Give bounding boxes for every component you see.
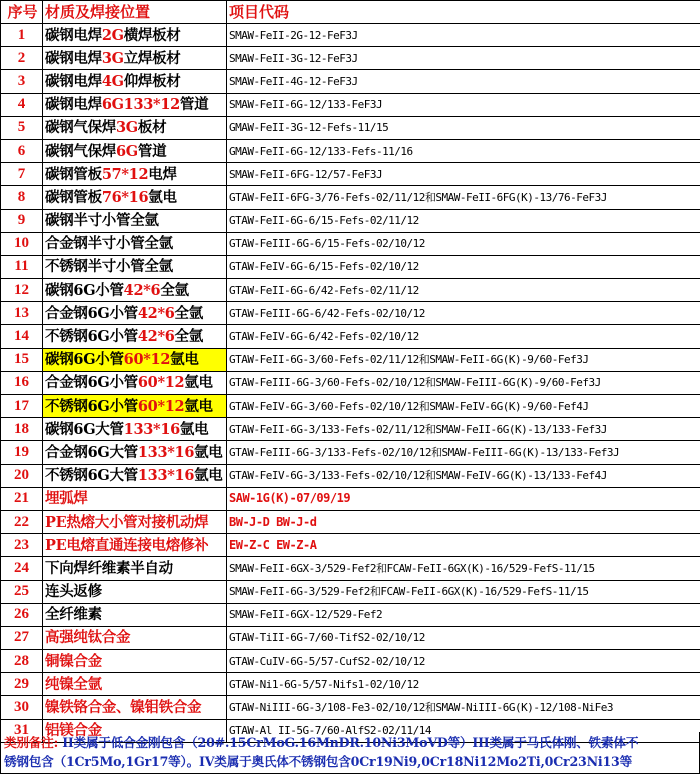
- table-row: [1, 371, 700, 394]
- material-position-cell: [43, 232, 227, 255]
- row-number: 30: [1, 696, 43, 719]
- material-text-segment: 横焊板材: [123, 26, 181, 44]
- material-text-segment: 氩电: [194, 443, 223, 461]
- material-text-segment: 42*6: [123, 281, 161, 299]
- material-position-cell: [43, 441, 227, 464]
- row-number: 27: [1, 626, 43, 649]
- material-position-cell: [43, 557, 227, 580]
- material-position-cell: [43, 302, 227, 325]
- project-code-cell: SMAW-FeII-6GX-12/529-Fef2: [227, 603, 700, 626]
- material-text-segment: 不锈钢6G小管: [45, 328, 138, 346]
- material-position-cell: [43, 371, 227, 394]
- row-number: 20: [1, 464, 43, 487]
- material-text-segment: 碳钢电焊: [45, 26, 102, 44]
- table-row: [1, 325, 700, 348]
- material-position-cell: [43, 650, 227, 673]
- material-text-segment: 管道: [137, 142, 167, 160]
- table-row: [1, 302, 700, 325]
- row-number: 1: [1, 24, 43, 47]
- material-text-segment: 碳钢管板: [45, 188, 102, 206]
- row-number: 25: [1, 580, 43, 603]
- material-text-segment: 高强纯钛合金: [45, 629, 131, 647]
- material-text-segment: 碳钢6G小管: [45, 281, 124, 299]
- row-number: 28: [1, 650, 43, 673]
- table-row: [1, 163, 700, 186]
- table-row: [1, 603, 700, 626]
- material-text-segment: 镍铁铬合金、镍钼铁合金: [45, 699, 202, 717]
- project-code-cell: GTAW-Ni1-6G-5/57-Nifs1-02/10/12: [227, 673, 700, 696]
- material-text-segment: 合金钢6G小管: [45, 374, 138, 392]
- project-code-cell: GTAW-FeII-6G-3/60-Fefs-02/11/12和SMAW-FeII-6G(K)-9/60-Fef3J: [227, 348, 700, 371]
- project-code-cell: GTAW-FeIV-6G-3/133-Fefs-02/10/12和SMAW-FeIV-6G(K)-13/133-Fef4J: [227, 464, 700, 487]
- material-text-segment: 立焊板材: [123, 49, 181, 67]
- row-number: 9: [1, 209, 43, 232]
- material-text-segment: 合金钢6G小管: [45, 304, 138, 322]
- table-row: [1, 47, 700, 70]
- material-text-segment: 不锈钢6G小管: [45, 397, 138, 415]
- row-number: 24: [1, 557, 43, 580]
- material-text-segment: 不锈钢半寸小管全氩: [45, 258, 173, 276]
- table-row: [1, 24, 700, 47]
- header-no: 序号: [1, 1, 43, 24]
- material-text-segment: 纯镍全氩: [45, 675, 102, 693]
- table-header-row: [1, 1, 700, 24]
- material-position-cell: [43, 163, 227, 186]
- row-number: 4: [1, 93, 43, 116]
- row-number: 15: [1, 348, 43, 371]
- material-text-segment: 6G: [116, 142, 138, 160]
- row-number: 14: [1, 325, 43, 348]
- row-number: 12: [1, 279, 43, 302]
- material-position-cell: [43, 24, 227, 47]
- header-code: 项目代码: [227, 1, 700, 24]
- material-position-cell: [43, 47, 227, 70]
- project-code-cell: GTAW-FeII-6FG-3/76-Fefs-02/11/12和SMAW-FeII-6FG(K)-13/76-FeF3J: [227, 186, 700, 209]
- row-number: 26: [1, 603, 43, 626]
- material-text-segment: 铝镁合金: [45, 722, 102, 740]
- material-text-segment: 氩电: [170, 351, 199, 369]
- project-code-cell: GMAW-FeII-6G-12/133-Fefs-11/16: [227, 139, 700, 162]
- table-row: [1, 534, 700, 557]
- material-text-segment: 氩电: [194, 467, 223, 485]
- material-position-cell: [43, 93, 227, 116]
- material-position-cell: [43, 279, 227, 302]
- material-text-segment: 全纤维素: [45, 606, 102, 624]
- row-number: 31: [1, 719, 43, 742]
- table-row: [1, 232, 700, 255]
- material-text-segment: 60*12: [137, 397, 185, 415]
- project-code-cell: GTAW-FeIV-6G-6/42-Fefs-02/10/12: [227, 325, 700, 348]
- material-text-segment: PE电熔直通连接电熔修补: [45, 536, 209, 554]
- row-number: 7: [1, 163, 43, 186]
- table-row: [1, 557, 700, 580]
- material-text-segment: 管道: [179, 96, 209, 114]
- row-number: 29: [1, 673, 43, 696]
- project-code-cell: SMAW-FeII-6FG-12/57-FeF3J: [227, 163, 700, 186]
- material-position-cell: [43, 116, 227, 139]
- material-text-segment: 氩电: [184, 397, 213, 415]
- project-code-cell: SMAW-FeII-2G-12-FeF3J: [227, 24, 700, 47]
- material-text-segment: 76*16: [101, 188, 149, 206]
- project-code-cell: GMAW-FeII-3G-12-Fefs-11/15: [227, 116, 700, 139]
- material-text-segment: 42*6: [137, 328, 175, 346]
- material-text-segment: 2G: [101, 26, 124, 44]
- project-code-cell: BW-J-D BW-J-d: [227, 510, 700, 533]
- table-row: [1, 580, 700, 603]
- material-position-cell: [43, 348, 227, 371]
- project-code-cell: GTAW-FeIV-6G-3/60-Fefs-02/10/12和SMAW-FeIV-6G(K)-9/60-Fef4J: [227, 395, 700, 418]
- material-text-segment: 氩电: [184, 374, 213, 392]
- material-text-segment: 铜镍合金: [45, 652, 102, 670]
- material-text-segment: 碳钢6G小管: [45, 351, 124, 369]
- material-text-segment: 碳钢气保焊: [45, 119, 116, 137]
- material-text-segment: 板材: [137, 119, 167, 137]
- row-number: 18: [1, 418, 43, 441]
- table-row: [1, 395, 700, 418]
- project-code-cell: GTAW-FeIV-6G-6/15-Fefs-02/10/12: [227, 255, 700, 278]
- table-row: [1, 348, 700, 371]
- table-row: [1, 487, 700, 510]
- material-position-cell: [43, 255, 227, 278]
- notes-label: 类别备注:: [4, 735, 59, 750]
- material-position-cell: [43, 325, 227, 348]
- project-code-cell: SAW-1G(K)-07/09/19: [227, 487, 700, 510]
- table-row: [1, 673, 700, 696]
- material-text-segment: 不锈钢6G大管: [45, 467, 138, 485]
- table-row: [1, 255, 700, 278]
- material-text-segment: 碳钢电焊: [45, 49, 102, 67]
- row-number: 2: [1, 47, 43, 70]
- project-code-cell: GTAW-FeIII-6G-3/60-Fefs-02/10/12和SMAW-FeIII-6G(K)-9/60-Fef3J: [227, 371, 700, 394]
- material-text-segment: 碳钢6G大管: [45, 420, 124, 438]
- material-text-segment: 仰焊板材: [123, 72, 181, 90]
- project-code-cell: SMAW-FeII-6G-12/133-FeF3J: [227, 93, 700, 116]
- material-text-segment: 碳钢电焊: [45, 96, 102, 114]
- material-text-segment: 氩电: [179, 420, 209, 438]
- row-number: 23: [1, 534, 43, 557]
- row-number: 17: [1, 395, 43, 418]
- material-text-segment: 133*16: [137, 443, 195, 461]
- material-text-segment: 3G: [101, 49, 124, 67]
- material-text-segment: 合金钢6G大管: [45, 443, 138, 461]
- row-number: 21: [1, 487, 43, 510]
- material-text-segment: 60*12: [137, 374, 185, 392]
- category-notes: [0, 732, 700, 774]
- table-row: [1, 650, 700, 673]
- row-number: 8: [1, 186, 43, 209]
- material-position-cell: [43, 70, 227, 93]
- material-position-cell: [43, 209, 227, 232]
- material-position-cell: [43, 534, 227, 557]
- material-text-segment: 6G133*12: [101, 96, 180, 114]
- row-number: 16: [1, 371, 43, 394]
- material-text-segment: 全氩: [174, 328, 203, 346]
- material-text-segment: 全氩: [160, 281, 189, 299]
- project-code-cell: GTAW-FeIII-6G-6/15-Fefs-02/10/12: [227, 232, 700, 255]
- material-text-segment: 下向焊纤维素半自动: [45, 559, 173, 577]
- project-code-cell: SMAW-FeII-6G-3/529-Fef2和FCAW-FeII-6GX(K)-16/529-FefS-11/15: [227, 580, 700, 603]
- row-number: 10: [1, 232, 43, 255]
- material-text-segment: 碳钢气保焊: [45, 142, 116, 160]
- row-number: 6: [1, 139, 43, 162]
- material-text-segment: 133*16: [137, 467, 195, 485]
- material-text-segment: 碳钢电焊: [45, 72, 102, 90]
- table-row: [1, 510, 700, 533]
- row-number: 13: [1, 302, 43, 325]
- material-text-segment: 全氩: [174, 304, 203, 322]
- table-row: [1, 441, 700, 464]
- project-code-cell: GTAW-FeIII-6G-6/42-Fefs-02/10/12: [227, 302, 700, 325]
- project-code-cell: GTAW-FeII-6G-6/42-Fefs-02/11/12: [227, 279, 700, 302]
- project-code-cell: SMAW-FeII-4G-12-FeF3J: [227, 70, 700, 93]
- project-code-cell: SMAW-FeII-3G-12-FeF3J: [227, 47, 700, 70]
- notes-line-2: 锈钢包含（1Cr5Mo,1Gr17等）。IV类属于奥氏体不锈钢包含0Cr19Ni9,0Cr18Ni12Mo2Ti,0Cr23Ni13等: [4, 754, 632, 769]
- project-code-cell: EW-Z-C EW-Z-A: [227, 534, 700, 557]
- material-text-segment: 氩电: [148, 188, 177, 206]
- table-row: [1, 464, 700, 487]
- material-text-segment: 合金钢半寸小管全氩: [45, 235, 173, 253]
- material-position-cell: [43, 696, 227, 719]
- material-text-segment: 42*6: [137, 304, 175, 322]
- table-row: [1, 696, 700, 719]
- material-text-segment: 60*12: [123, 351, 171, 369]
- material-position-cell: [43, 186, 227, 209]
- table-row: [1, 418, 700, 441]
- row-number: 19: [1, 441, 43, 464]
- table-row: [1, 279, 700, 302]
- table-row: [1, 626, 700, 649]
- material-position-cell: [43, 510, 227, 533]
- material-text-segment: 连头返修: [45, 583, 102, 601]
- material-position-cell: [43, 673, 227, 696]
- project-code-cell: GTAW-FeII-6G-6/15-Fefs-02/11/12: [227, 209, 700, 232]
- header-material: 材质及焊接位置: [43, 1, 227, 24]
- material-text-segment: 3G: [116, 119, 138, 137]
- row-number: 5: [1, 116, 43, 139]
- table-row: [1, 209, 700, 232]
- material-position-cell: [43, 139, 227, 162]
- table-row: [1, 93, 700, 116]
- table-row: [1, 70, 700, 93]
- material-position-cell: [43, 418, 227, 441]
- material-text-segment: 4G: [101, 72, 124, 90]
- material-position-cell: [43, 603, 227, 626]
- material-text-segment: 碳钢管板: [45, 165, 102, 183]
- material-position-cell: [43, 464, 227, 487]
- project-code-cell: GTAW-TiII-6G-7/60-TifS2-02/10/12: [227, 626, 700, 649]
- notes-line-1: II类属于低合金刚包含（20#.15CrMoG.16MnDR.10Ni3MoVD等）III类属于马氏体刚、铁素体不: [58, 735, 639, 750]
- material-text-segment: 埋弧焊: [45, 490, 88, 508]
- table-row: [1, 186, 700, 209]
- project-code-cell: GTAW-NiIII-6G-3/108-Fe3-02/10/12和SMAW-NiIII-6G(K)-12/108-NiFe3: [227, 696, 700, 719]
- material-text-segment: 133*16: [123, 420, 180, 438]
- material-text-segment: PE热熔大小管对接机动焊: [45, 513, 209, 531]
- project-code-cell: GTAW-CuIV-6G-5/57-CufS2-02/10/12: [227, 650, 700, 673]
- project-code-cell: GTAW-Al II-5G-7/60-AlfS2-02/11/14: [227, 719, 700, 742]
- material-text-segment: 57*12: [101, 165, 149, 183]
- material-position-cell: [43, 487, 227, 510]
- project-code-cell: SMAW-FeII-6GX-3/529-Fef2和FCAW-FeII-6GX(K)-16/529-FefS-11/15: [227, 557, 700, 580]
- project-code-cell: GTAW-FeII-6G-3/133-Fefs-02/11/12和SMAW-FeII-6G(K)-13/133-Fef3J: [227, 418, 700, 441]
- row-number: 3: [1, 70, 43, 93]
- material-text-segment: 电焊: [148, 165, 177, 183]
- material-text-segment: 碳钢半寸小管全氩: [45, 212, 159, 230]
- project-code-cell: GTAW-FeIII-6G-3/133-Fefs-02/10/12和SMAW-FeIII-6G(K)-13/133-Fef3J: [227, 441, 700, 464]
- row-number: 22: [1, 510, 43, 533]
- material-position-cell: [43, 580, 227, 603]
- material-position-cell: [43, 626, 227, 649]
- table-row: [1, 116, 700, 139]
- material-position-cell: [43, 395, 227, 418]
- row-number: 11: [1, 255, 43, 278]
- table-body: [1, 24, 700, 743]
- table-row: [1, 139, 700, 162]
